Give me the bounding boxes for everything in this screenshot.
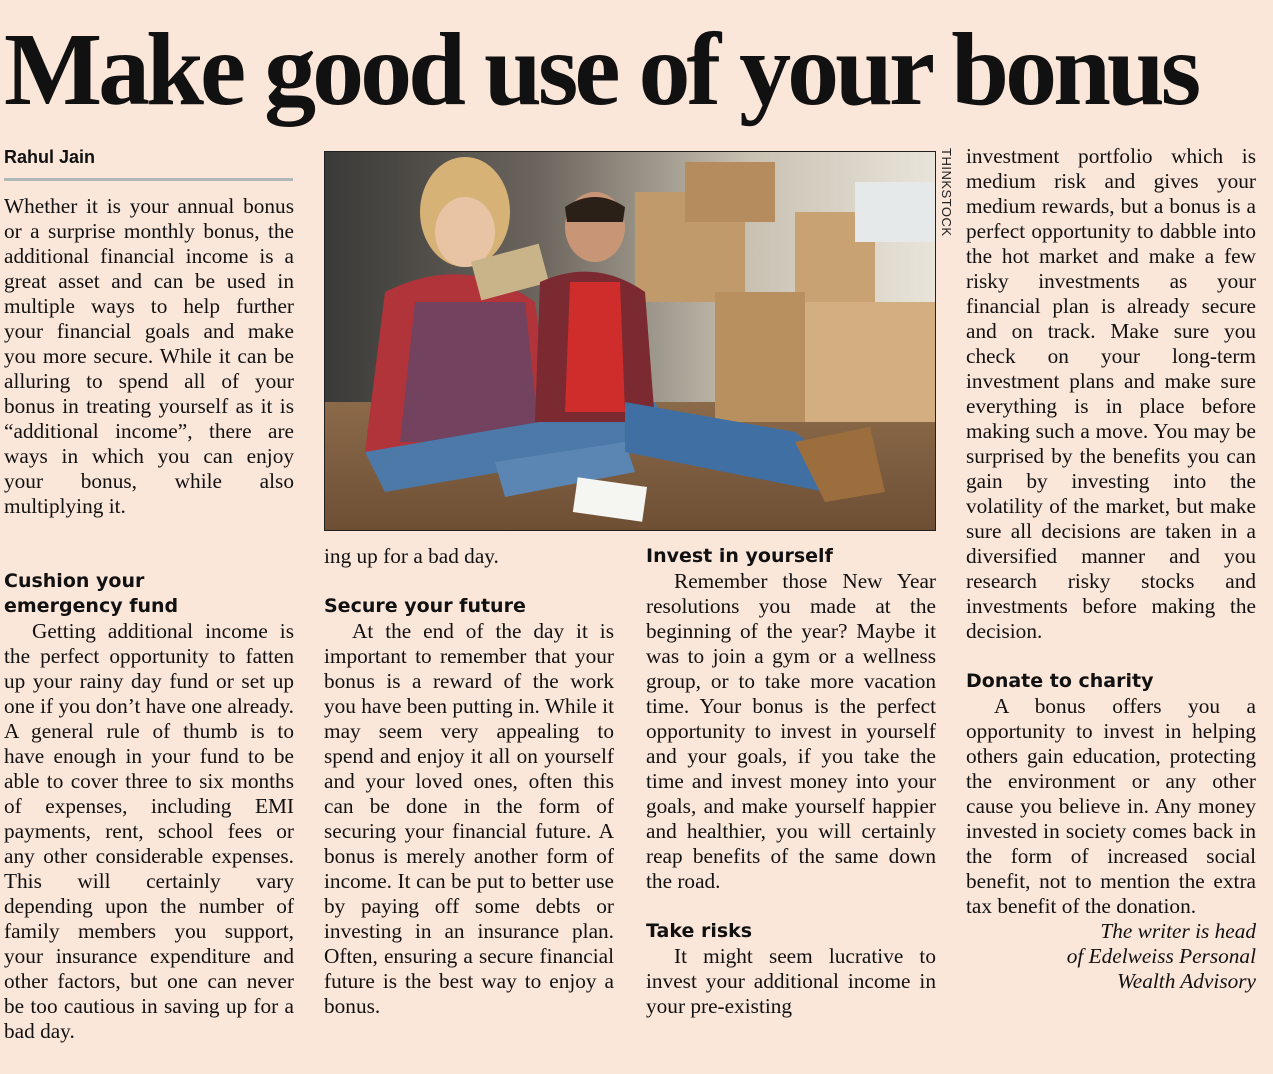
- risks-heading: Take risks: [646, 920, 753, 942]
- byline: Rahul Jain: [4, 147, 96, 167]
- byline-divider: [4, 178, 293, 181]
- couple-with-cash-photo: [325, 152, 935, 530]
- photo-credit: THINKSTOCK: [939, 148, 954, 237]
- article-photo: [324, 151, 936, 531]
- invest-heading: Invest in yourself: [646, 545, 833, 567]
- cushion-body: Getting additional income is the perfect opportunity to fatten up your rainy day fund or set up one if you don’t have one already. A general rule of thumb is to have enough in your fund to be able to cover three to six months of expenses, including EMI payments, rent, school fees or any other considerable expenses. This will certainly vary depending upon the number of family members you support, your insurance expenditure and other factors, but one can never be too cautious in saving up for a bad day.: [4, 619, 294, 1043]
- charity-body: A bonus offers you a opportunity to invest in helping others gain education, protecting the environment or any other cause you believe in. Any money invested in society comes back in the form of increased social benefit, not to mention the extra tax benefit of the donation.: [966, 694, 1256, 918]
- cushion-continued: ing up for a bad day.: [324, 544, 499, 568]
- charity-heading: Donate to charity: [966, 670, 1154, 692]
- writer-credit-line1: The writer is head: [1100, 919, 1256, 943]
- writer-credit-line2: of Edelweiss Personal: [1066, 944, 1256, 968]
- headline: Make good use of your bonus: [4, 12, 1198, 127]
- risks-body-start: It might seem lucrative to invest your additional income in your pre-existing: [646, 944, 936, 1018]
- cushion-section: [4, 569, 294, 1044]
- column-3: [646, 544, 936, 1019]
- cushion-heading: Cushion your emergency fund: [4, 570, 179, 617]
- intro-paragraph: Whether it is your annual bonus or a surprise monthly bonus, the additional financial income is a great asset and can be used in multiple ways to help further your financial goals and make you more secure. While it can be alluring to spend all of your bonus in treating yourself as it is “additional income”, there are ways in which you can enjoy your bonus, while also multiplying it.: [4, 194, 294, 518]
- secure-heading: Secure your future: [324, 595, 526, 617]
- writer-credit-line3: Wealth Advisory: [1116, 969, 1256, 993]
- secure-body: At the end of the day it is important to remember that your bonus is a reward of the work you have been putting in. While it may seem very appealing to spend and enjoy it all on yourself and your loved ones, often this can be done in the form of securing your financial future. A bonus is merely another form of income. It can be put to better use by paying off some debts or investing in an insurance plan. Often, ensuring a secure financial future is the best way to enjoy a bonus.: [324, 619, 615, 1018]
- risks-body-continued: investment portfolio which is medium risk and gives your medium rewards, but a bonus is a perfect opportunity to dabble into the hot market and make a few risky investments as your financial plan is already secure and on track. Make sure you check on your long-term investment plans and make sure everything is in place before making such a move. You may be surprised by the benefits you can gain by investing into the volatility of the market, but make sure all decisions are taken in a diversified manner and you research risky stocks and investments before making the decision.: [966, 144, 1256, 643]
- column-2: [324, 544, 614, 1019]
- intro-column: [4, 194, 294, 519]
- invest-body: Remember those New Year resolutions you made at the beginning of the year? Maybe it was to join a gym or a wellness group, or to take more vacation time. Your bonus is the perfect opportunity to invest in yourself and your goals, if you take the time and invest money into your goals, and make yourself happier and healthier, you will certainly reap benefits of the same down the road.: [646, 569, 936, 893]
- column-4: [966, 144, 1256, 994]
